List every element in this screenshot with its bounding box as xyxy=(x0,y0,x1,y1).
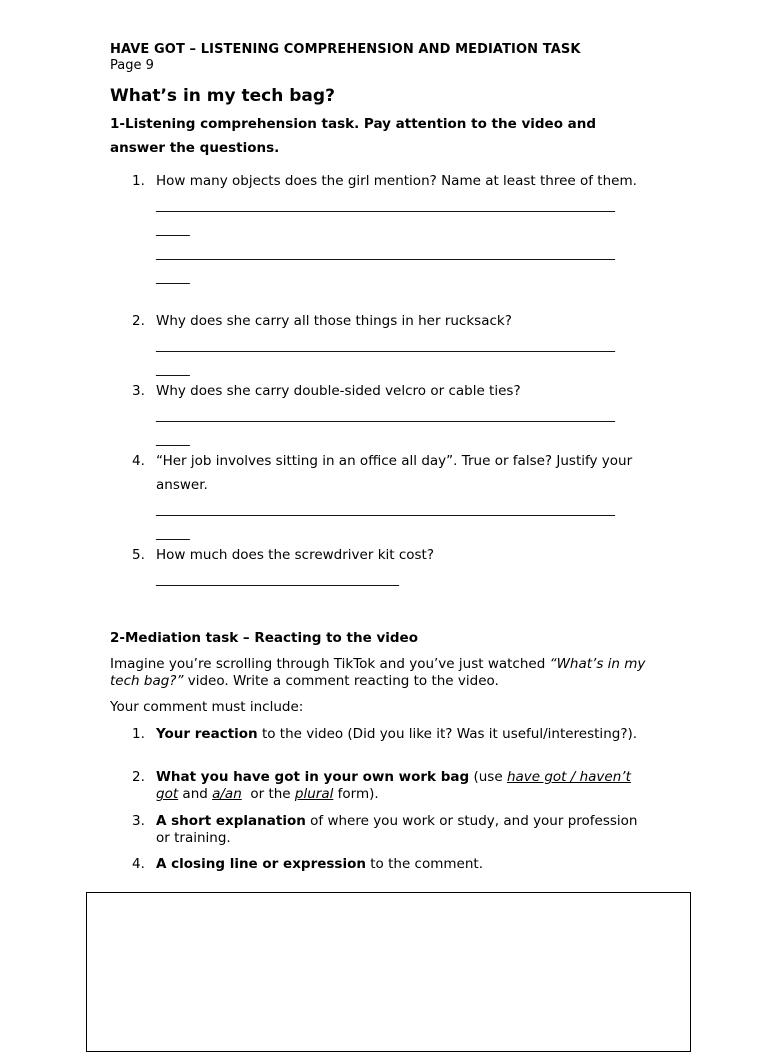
underlined-term: a/an xyxy=(212,786,242,802)
question-text: How much does the screwdriver kit cost? xyxy=(156,547,435,563)
answer-line[interactable]: ____________________________________________________________________ xyxy=(156,407,615,423)
underlined-term: plural xyxy=(294,786,334,802)
intro-text: Imagine you’re scrolling through TikTok and you’ve just watched xyxy=(110,656,550,672)
question-text: How many objects does the girl mention? Name at least three of them. xyxy=(156,173,637,189)
underlined-term: have got / haven’t got xyxy=(156,769,631,802)
requirement-number: 4. xyxy=(132,856,145,872)
requirement-text: form). xyxy=(333,786,379,802)
requirement-text: of where you work or study, and your profession or training. xyxy=(156,813,638,846)
requirement-1 xyxy=(132,726,642,743)
intro-video-title: “What’s in my tech bag?” xyxy=(110,656,646,689)
requirement-text: to the video (Did you like it? Was it useful/interesting?). xyxy=(257,726,638,742)
question-number: 1. xyxy=(132,173,145,189)
answer-line[interactable]: ____________________________________________________________________ xyxy=(156,501,615,517)
question-text: Why does she carry all those things in her rucksack? xyxy=(156,313,512,329)
question-number: 3. xyxy=(132,383,145,399)
page-title: What’s in my tech bag? xyxy=(110,86,335,106)
requirement-text: (use xyxy=(469,769,507,785)
answer-line-wrap[interactable]: _____ xyxy=(156,361,190,377)
task2-heading: 2-Mediation task – Reacting to the video xyxy=(110,630,418,646)
requirement-text: or the xyxy=(241,786,295,802)
requirement-bold: A closing line or expression xyxy=(156,856,366,872)
must-include-label: Your comment must include: xyxy=(110,699,304,715)
question-number: 5. xyxy=(132,547,145,563)
comment-writing-box[interactable] xyxy=(86,892,691,1052)
requirement-2 xyxy=(132,769,642,803)
requirement-bold: What you have got in your own work bag xyxy=(156,769,470,785)
intro-text: video. Write a comment reacting to the video. xyxy=(183,673,499,689)
requirement-bold: A short explanation xyxy=(156,813,306,829)
answer-line-wrap[interactable]: _____ xyxy=(156,221,190,237)
task1-heading: 1-Listening comprehension task. Pay attention to the video and answer the questions. xyxy=(110,116,597,156)
answer-line[interactable]: ____________________________________________________________________ xyxy=(156,337,615,353)
question-2 xyxy=(132,309,662,381)
requirement-number: 1. xyxy=(132,726,145,742)
question-number: 2. xyxy=(132,313,145,329)
requirement-4 xyxy=(132,856,642,873)
requirement-number: 3. xyxy=(132,813,145,829)
question-3 xyxy=(132,379,662,451)
question-text: Why does she carry double-sided velcro or cable ties? xyxy=(156,383,521,399)
answer-line-wrap[interactable]: _____ xyxy=(156,431,190,447)
answer-line-short[interactable]: ____________________________________ xyxy=(156,571,399,587)
requirement-number: 2. xyxy=(132,769,145,785)
page-number: Page 9 xyxy=(110,58,154,73)
answer-line[interactable]: ____________________________________________________________________ xyxy=(156,245,615,261)
answer-line[interactable]: ____________________________________________________________________ xyxy=(156,197,615,213)
requirement-text: and xyxy=(178,786,213,802)
answer-line-wrap[interactable]: _____ xyxy=(156,525,190,541)
header-title: HAVE GOT – LISTENING COMPREHENSION AND MEDIATION TASK xyxy=(110,42,581,57)
requirement-bold: Your reaction xyxy=(156,726,258,742)
requirement-text: to the comment. xyxy=(365,856,483,872)
answer-line-wrap[interactable]: _____ xyxy=(156,269,190,285)
task2-intro xyxy=(110,656,670,690)
question-1 xyxy=(132,169,662,289)
question-5 xyxy=(132,543,662,591)
question-text: “Her job involves sitting in an office all day”. True or false? Justify your answer. xyxy=(156,453,633,493)
requirement-3 xyxy=(132,813,642,847)
question-number: 4. xyxy=(132,453,145,469)
question-4 xyxy=(132,449,662,545)
